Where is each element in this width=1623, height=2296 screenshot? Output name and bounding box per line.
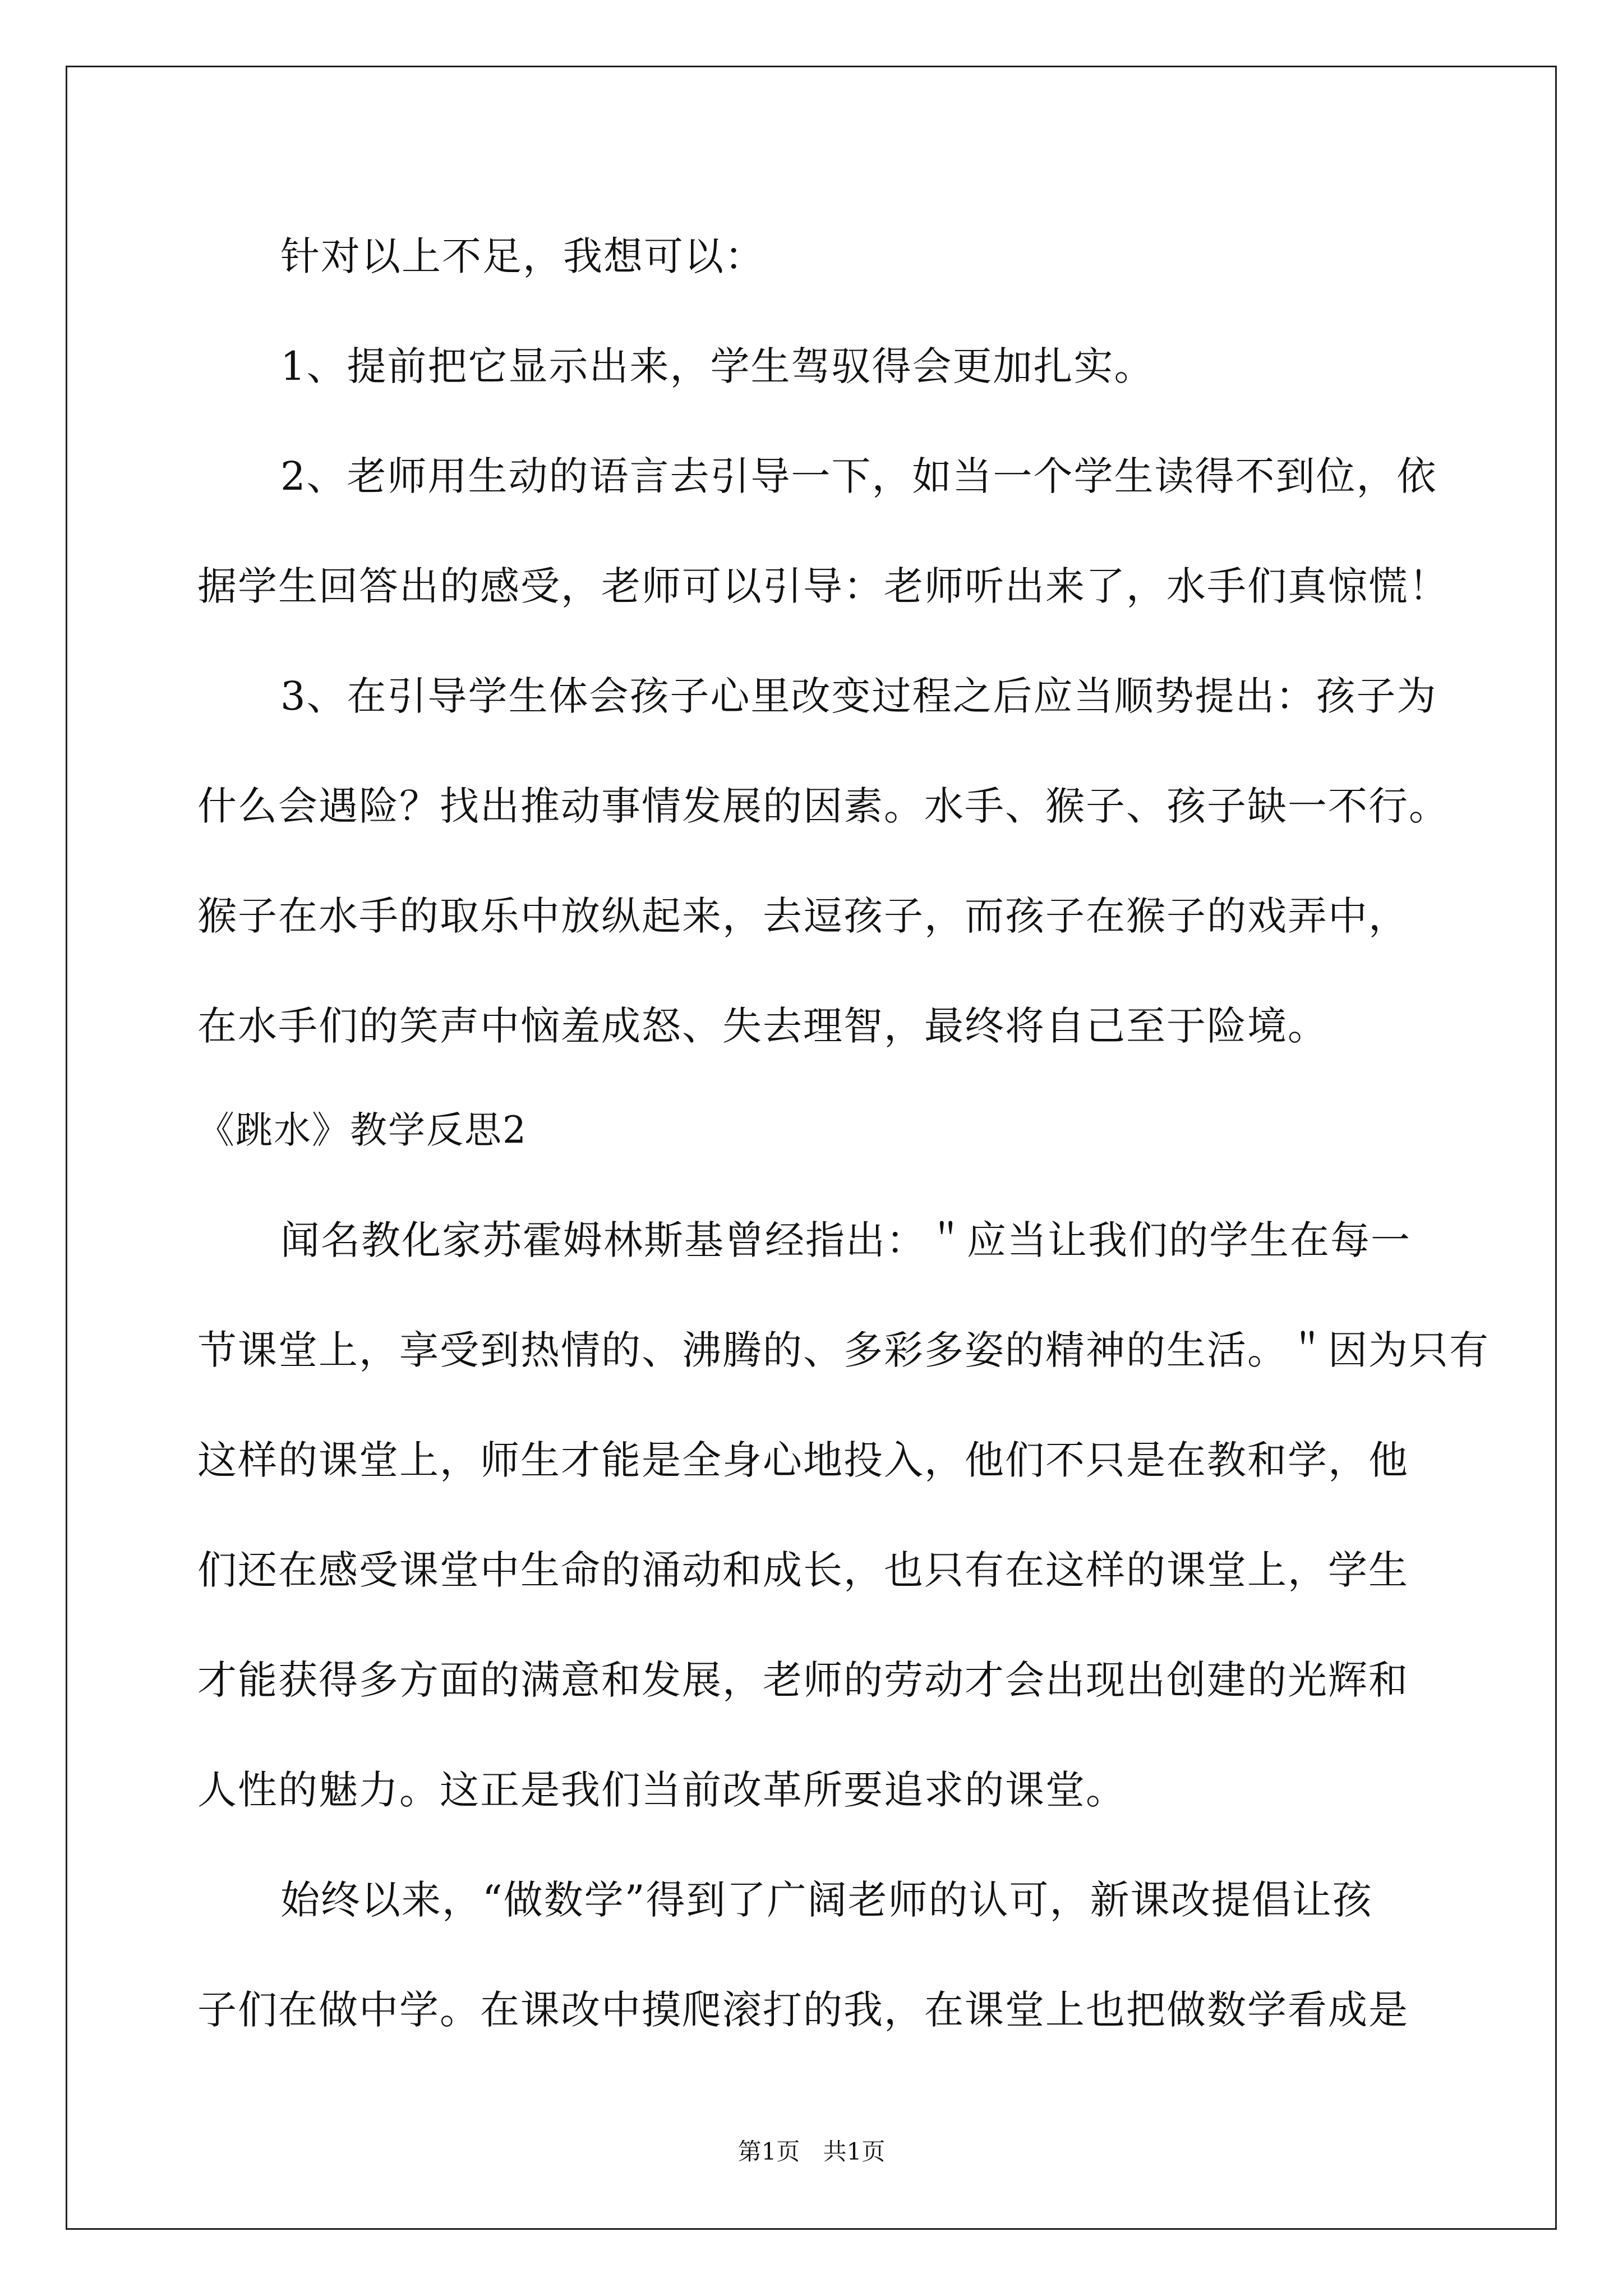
paragraph-line: 始终以来，“做数学”得到了广阔老师的认可，新课改提倡让孩 [280,1877,1373,1923]
paragraph-line: 闻名教化家苏霍姆林斯基曾经指出：＂应当让我们的学生在每一 [280,1217,1411,1263]
paragraph-line: 猴子在水手的取乐中放纵起来，去逗孩子，而孩子在猴子的戏弄中， [197,893,1409,939]
paragraph-line: 人性的魅力。这正是我们当前改革所要追求的课堂。 [197,1767,1126,1813]
paragraph-line: 针对以上不足，我想可以： [280,233,765,279]
paragraph-line: 才能获得多方面的满意和发展，老师的劳动才会出现出创建的光辉和 [197,1657,1409,1703]
paragraph-line: 在水手们的笑声中恼羞成怒、失去理智，最终将自己至于险境。 [197,1003,1328,1049]
paragraph-line: 据学生回答出的感受，老师可以引导：老师听出来了，水手们真惊慌！ [197,563,1449,609]
section-heading: 《跳水》教学反思2 [197,1108,527,1152]
paragraph-line: 节课堂上，享受到热情的、沸腾的、多彩多姿的精神的生活。＂因为只有 [197,1327,1490,1373]
paragraph-line: 2、老师用生动的语言去引导一下，如当一个学生读得不到位，依 [280,453,1437,499]
paragraph-line: 1、提前把它显示出来，学生驾驭得会更加扎实。 [280,343,1155,389]
page-total: 共1页 [823,2138,886,2165]
paragraph-line: 们还在感受课堂中生命的涌动和成长，也只有在这样的课堂上，学生 [197,1547,1409,1593]
paragraph-line: 这样的课堂上，师生才能是全身心地投入，他们不只是在教和学，他 [197,1437,1409,1483]
paragraph-line: 子们在做中学。在课改中摸爬滚打的我，在课堂上也把做数学看成是 [197,1987,1409,2033]
page-footer [0,2135,1623,2169]
paragraph-line: 什么会遇险？找出推动事情发展的因素。水手、猴子、孩子缺一不行。 [197,783,1449,829]
page-current: 第1页 [737,2138,800,2165]
paragraph-line: 3、在引导学生体会孩子心里改变过程之后应当顺势提出：孩子为 [280,673,1437,719]
